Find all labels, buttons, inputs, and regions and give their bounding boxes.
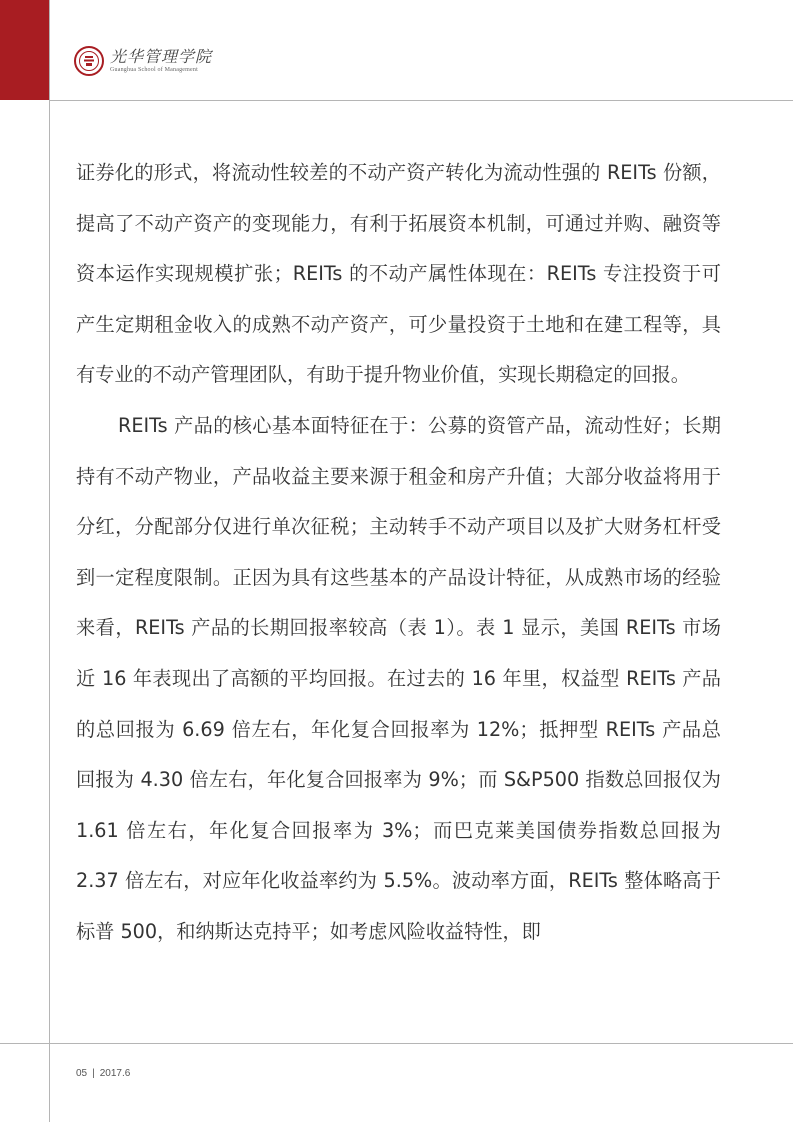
logo-chinese-name: 光华管理学院 [110, 47, 213, 66]
header-divider [49, 100, 793, 101]
header-accent-block [0, 0, 49, 100]
paragraph-2: REITs 产品的核心基本面特征在于：公募的资管产品，流动性好；长期持有不动产物业，产品收益主要来源于租金和房产升值；大部分收益将用于分红，分配部分仅进行单次征税；主动转手不动产项目以及扩大财务杠杆受到一定程度限制。正因为具有这些基本的产品设计特征，从成熟市场的经验来看，REITs 产品的长期回报率较高（表 1）。表 1 显示，美国 REITs 市场近 16 年表现出了高额的平均回报。在过去的 16 年里，权益型 REITs 产品的总回报为 6.69 倍左右，年化复合回报率为 12%；抵押型 REITs 产品总回报为 4.30 倍左右，年化复合回报率为 9%；而 S&P500 指数总回报仅为 1.61 倍左右，年化复合回报率为 3%；而巴克莱美国债券指数总回报为 2.37 倍左右，对应年化收益率约为 5.5%。波动率方面，REITs 整体略高于标普 500，和纳斯达克持平；如考虑风险收益特性，即 [76, 413, 721, 943]
school-logo [74, 44, 212, 78]
school-seal-icon [74, 46, 104, 76]
footer-divider [0, 1043, 793, 1044]
article-body [76, 148, 721, 958]
page-number: 05 [76, 1068, 88, 1079]
logo-english-name: Guanghua School of Management [110, 67, 198, 73]
footer-separator: | [92, 1068, 95, 1079]
left-margin-rule [49, 0, 50, 1122]
paragraph-1: 证券化的形式，将流动性较差的不动产资产转化为流动性强的 REITs 份额，提高了不动产资产的变现能力，有利于拓展资本机制，可通过并购、融资等资本运作实现规模扩张；REITs 的不动产属性体现在：REITs 专注投资于可产生定期租金收入的成熟不动产资产，可少量投资于土地和在建工程等，具有专业的不动产管理团队，有助于提升物业价值，实现长期稳定的回报。 [76, 161, 721, 387]
page-footer [76, 1068, 130, 1079]
issue-date: 2017.6 [99, 1068, 131, 1079]
